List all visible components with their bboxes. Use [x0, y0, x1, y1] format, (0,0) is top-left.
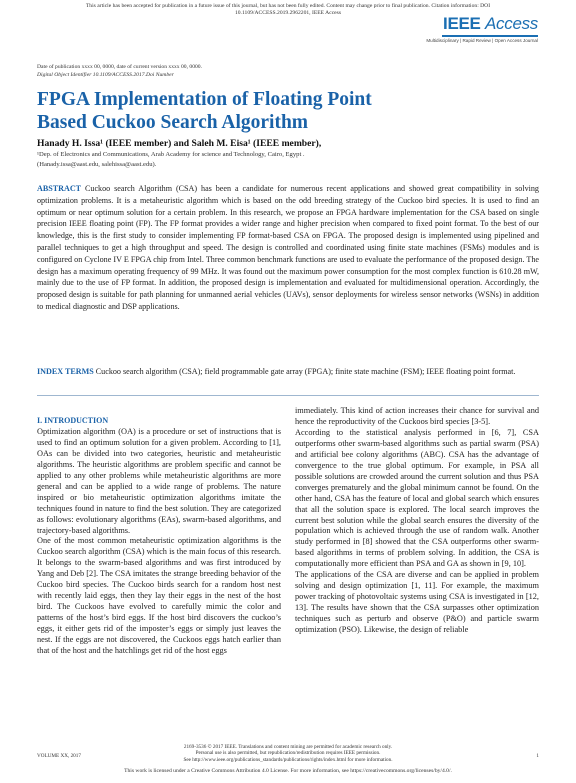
- title-line-1: FPGA Implementation of Floating Point: [37, 89, 372, 110]
- paper-title: [37, 88, 457, 134]
- publication-dates: [37, 64, 202, 79]
- intro-paragraph: One of the most common metaheuristic optimization algorithms is the Cuckoo search algorithm (CSA) which is the main focus of this research. It belongs to the swarm-based algorithms and was first introduced by Yang and Deb [2]. The CSA imitates the strange breeding behavior of the Cuckoo bird species. The Cuckoo birds search for a random host nest with recently laid eggs, then they lay their eggs in the nest of the host bird. The Cuckoos have evolved to carefully mimic the color and patterns of the host’s bird eggs. If the host bird discovers the cuckoo’s eggs, it either gets rid of the imposter’s eggs or simply just leaves the nest. If the eggs are not discovered, the Cuckoos eggs hatch earlier than that of the host and the hatchlings get rid of the host eggs: [37, 536, 281, 656]
- date-line: Date of publication xxxx 00, 0000, date of current version xxxx 00, 0000.: [37, 64, 202, 70]
- notice-line-2: 10.1109/ACCESS.2019.2962201, IEEE Access: [234, 10, 342, 16]
- intro-paragraph: According to the statistical analysis performed in [6, 7], CSA outperforms other swarm-based algorithms such as partial swarm (PSA) and artificial bee colony algorithms (ABC). CSA has the advantage of convergence to the true global optimum. For example, in PSA all possible solutions are crowded around the current solution and thus PSA converges prematurely and the global minimum cannot be found. On the other hand, CSA has the feature of local and global search which ensures that all the solution space is explored. The local search improves the current best solution while the global search ensures the diversity of the population which is achieved through the use of random walk. Another study performed in [8] showed that the CSA outperforms other swarm-based algorithms in terms of problem solving. In addition, the CSA is computationally more efficient than PSA and GA as shown in [9, 10].: [295, 427, 539, 569]
- affiliation: [37, 150, 305, 169]
- abstract-text: Cuckoo search Algorithm (CSA) has been a candidate for numerous recent applications and showed great compatibility in solving optimization problems. It is a metaheuristic algorithm which is based on the odd breeding strategy of the Cuckoo bird species. It is used to find an optimum or near optimum solution for a certain problem. In this research, we propose an FPGA hardware implementation for the CSA based on single precision IEEE floating point (FP). The FP format provides a wider range and higher precision when compared to fixed point format. To the best of our knowledge, this is the first study to consider implementing FP format-based CSA on FPGA. The proposed design is implemented using pipelined and parallel techniques to get a high throughput and speed. The design is controlled and coordinated using finite state machines (FSMs) modules and is configured on Cyclone IV E FPGA chip from Intel. Three common benchmark functions are used to evaluate the performance of the proposed design. The design has a maximum operating frequency of 99 MHz. It was found out the maximum power consumption for the most complex function is 610.28 mW, mainly due to the use of FP format. In addition, the proposed design is implementation and evaluated for multidimensional operation. Accordingly, the proposed design is suitable for path planning for unmanned aerial vehicles (UAVs), sensor deployments for wireless sensor networks (WSNs) in addition to medical diagnostic and DSP applications.: [37, 184, 539, 311]
- intro-paragraph: immediately. This kind of action increases their chance for survival and hence the reproductivity of the Cuckoos bird species [3-5].: [295, 406, 539, 426]
- abstract-label: ABSTRACT: [37, 184, 82, 193]
- authors: Hanady H. Issa¹ (IEEE member) and Saleh M. Eisa¹ (IEEE member),: [37, 138, 322, 149]
- ieee-access-logo: [443, 14, 538, 34]
- copyright-line: Personal use is also permitted, but republication/redistribution requires IEEE permission.: [195, 750, 381, 757]
- doi-line: Digital Object Identifier 10.1109/ACCESS.2017.Doi Number: [37, 71, 174, 78]
- author-emails: (Hanady.issa@aast.edu, salehissa@aast.edu).: [37, 160, 157, 168]
- logo-access: Access: [485, 14, 538, 33]
- notice-line-1: This article has been accepted for publication in a future issue of this journal, but has not been fully edited. Content may change prior to final publication. Citation information: DOI: [85, 3, 491, 9]
- logo-ieee: IEEE: [443, 14, 481, 33]
- volume-label: VOLUME XX, 2017: [37, 753, 81, 759]
- right-column: [295, 406, 539, 636]
- intro-paragraph: Optimization algorithm (OA) is a procedure or set of instructions that is used to find an optimum solution for a given problem. According to [1], OAs can be divided into two categories, heuristic and metaheuristic algorithms. The heuristic algorithms are problem specific and cannot be applied to any other problems while metaheuristic algorithms are more general and can be applied to a wide range of problems. The nature inspired or bio metaheuristic optimization algorithms imitate the techniques found in nature to find the best solution. They are categorized as follows: evolutionary algorithms (EAs), swarm-based algorithms, and trajectory-based algorithms.: [37, 426, 281, 535]
- title-line-2: Based Cuckoo Search Algorithm: [37, 112, 309, 133]
- logo-rule: [442, 35, 538, 37]
- logo-tagline: Multidisciplinary | Rapid Review | Open Access Journal: [426, 38, 538, 43]
- affiliation-line: ¹Dep. of Electronics and Communications, Arab Academy for science and Technology, Cairo, Egypt .: [37, 151, 305, 158]
- page-number: 1: [536, 753, 539, 759]
- copyright-line: 2169-3536 © 2017 IEEE. Translations and content mining are permitted for academic research only.: [183, 744, 393, 750]
- section-divider: [37, 395, 539, 396]
- index-terms: [37, 366, 539, 377]
- index-terms-text: Cuckoo search algorithm (CSA); field programmable gate array (FPGA); finite state machine (FSM); IEEE floating point format.: [95, 367, 516, 376]
- license-notice: This work is licensed under a Creative Commons Attribution 4.0 License. For more information, see https://creativecommons.org/licenses/by/4.0/.: [124, 768, 452, 774]
- copyright-line: See http://www.ieee.org/publications_standards/publications/rights/index.html for more information.: [183, 756, 393, 763]
- intro-heading: I. INTRODUCTION: [37, 416, 109, 425]
- abstract: [37, 183, 539, 313]
- intro-paragraph: The applications of the CSA are diverse and can be applied in problem solving and design optimization [1, 11]. For example, the maximum power tracking of photovoltaic systems using CSA is investigated in [12, 13]. The results have shown that the CSA surpasses other optimization techniques such as perturb and observe (P&O) and particle swarm optimization (PSO). Likewise, the design of reliable: [295, 570, 539, 635]
- left-column: [37, 416, 281, 657]
- index-terms-label: INDEX TERMS: [37, 367, 94, 376]
- copyright-notice: [170, 744, 406, 763]
